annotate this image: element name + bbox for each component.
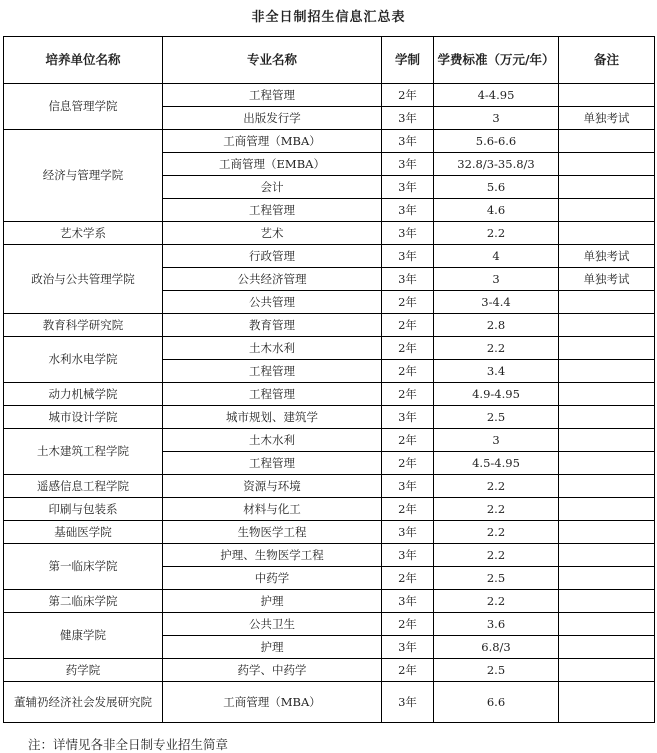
years-cell: 3年 — [382, 153, 434, 176]
major-cell: 土木水利 — [163, 429, 382, 452]
remark-cell — [559, 429, 655, 452]
unit-cell: 水利水电学院 — [4, 337, 163, 383]
table-row — [4, 682, 655, 723]
table-row — [4, 521, 655, 544]
major-cell: 工程管理 — [163, 84, 382, 107]
major-cell: 药学、中药学 — [163, 659, 382, 682]
unit-cell: 董辅礽经济社会发展研究院 — [4, 682, 163, 723]
remark-cell — [559, 383, 655, 406]
remark-cell — [559, 199, 655, 222]
years-cell: 2年 — [382, 360, 434, 383]
major-cell: 护理 — [163, 590, 382, 613]
table-row — [4, 84, 655, 107]
major-cell: 工商管理（MBA） — [163, 130, 382, 153]
table-row — [4, 406, 655, 429]
table-row — [4, 429, 655, 452]
fee-cell: 4-4.95 — [434, 84, 559, 107]
fee-cell: 2.2 — [434, 337, 559, 360]
fee-cell: 6.6 — [434, 682, 559, 723]
years-cell: 3年 — [382, 682, 434, 723]
years-cell: 2年 — [382, 498, 434, 521]
fee-cell: 4 — [434, 245, 559, 268]
remark-cell — [559, 475, 655, 498]
fee-cell: 3.6 — [434, 613, 559, 636]
unit-cell: 遥感信息工程学院 — [4, 475, 163, 498]
table-row — [4, 613, 655, 636]
unit-cell: 第一临床学院 — [4, 544, 163, 590]
fee-cell: 2.5 — [434, 659, 559, 682]
table-row — [4, 130, 655, 153]
years-cell: 3年 — [382, 222, 434, 245]
years-cell: 3年 — [382, 636, 434, 659]
header-unit: 培养单位名称 — [4, 37, 163, 84]
unit-cell: 教育科学研究院 — [4, 314, 163, 337]
table-row — [4, 222, 655, 245]
remark-cell — [559, 590, 655, 613]
unit-cell: 艺术学系 — [4, 222, 163, 245]
fee-cell: 2.2 — [434, 222, 559, 245]
years-cell: 2年 — [382, 613, 434, 636]
table-row — [4, 475, 655, 498]
fee-cell: 2.5 — [434, 567, 559, 590]
major-cell: 工程管理 — [163, 199, 382, 222]
table-header-row — [4, 37, 655, 84]
remark-cell — [559, 544, 655, 567]
remark-cell — [559, 636, 655, 659]
remark-cell: 单独考试 — [559, 268, 655, 291]
fee-cell: 2.2 — [434, 498, 559, 521]
table-row — [4, 245, 655, 268]
major-cell: 公共经济管理 — [163, 268, 382, 291]
fee-cell: 3 — [434, 429, 559, 452]
header-years: 学制 — [382, 37, 434, 84]
major-cell: 中药学 — [163, 567, 382, 590]
fee-cell: 4.6 — [434, 199, 559, 222]
years-cell: 3年 — [382, 130, 434, 153]
major-cell: 公共卫生 — [163, 613, 382, 636]
years-cell: 3年 — [382, 176, 434, 199]
unit-cell: 土木建筑工程学院 — [4, 429, 163, 475]
major-cell: 教育管理 — [163, 314, 382, 337]
fee-cell: 4.5-4.95 — [434, 452, 559, 475]
years-cell: 2年 — [382, 429, 434, 452]
header-major: 专业名称 — [163, 37, 382, 84]
years-cell: 2年 — [382, 383, 434, 406]
years-cell: 3年 — [382, 590, 434, 613]
years-cell: 3年 — [382, 475, 434, 498]
major-cell: 工程管理 — [163, 452, 382, 475]
major-cell: 会计 — [163, 176, 382, 199]
table-row — [4, 498, 655, 521]
remark-cell — [559, 153, 655, 176]
header-remark: 备注 — [559, 37, 655, 84]
unit-cell: 城市设计学院 — [4, 406, 163, 429]
unit-cell: 信息管理学院 — [4, 84, 163, 130]
remark-cell — [559, 567, 655, 590]
major-cell: 护理 — [163, 636, 382, 659]
major-cell: 生物医学工程 — [163, 521, 382, 544]
years-cell: 3年 — [382, 107, 434, 130]
major-cell: 艺术 — [163, 222, 382, 245]
remark-cell — [559, 222, 655, 245]
remark-cell: 单独考试 — [559, 107, 655, 130]
years-cell: 3年 — [382, 544, 434, 567]
remark-cell — [559, 291, 655, 314]
remark-cell — [559, 521, 655, 544]
years-cell: 2年 — [382, 567, 434, 590]
major-cell: 工商管理（EMBA） — [163, 153, 382, 176]
unit-cell: 基础医学院 — [4, 521, 163, 544]
fee-cell: 5.6 — [434, 176, 559, 199]
remark-cell — [559, 406, 655, 429]
major-cell: 公共管理 — [163, 291, 382, 314]
table-row — [4, 590, 655, 613]
major-cell: 护理、生物医学工程 — [163, 544, 382, 567]
fee-cell: 2.2 — [434, 544, 559, 567]
remark-cell — [559, 130, 655, 153]
footnote: 注：详情见各非全日制专业招生简章 — [28, 737, 229, 752]
years-cell: 3年 — [382, 406, 434, 429]
unit-cell: 药学院 — [4, 659, 163, 682]
table-row — [4, 659, 655, 682]
major-cell: 出版发行学 — [163, 107, 382, 130]
unit-cell: 印刷与包装系 — [4, 498, 163, 521]
years-cell: 3年 — [382, 268, 434, 291]
remark-cell — [559, 314, 655, 337]
fee-cell: 3-4.4 — [434, 291, 559, 314]
major-cell: 材料与化工 — [163, 498, 382, 521]
remark-cell — [559, 360, 655, 383]
years-cell: 2年 — [382, 291, 434, 314]
enrollment-table — [3, 36, 655, 723]
major-cell: 资源与环境 — [163, 475, 382, 498]
major-cell: 工程管理 — [163, 360, 382, 383]
fee-cell: 2.8 — [434, 314, 559, 337]
remark-cell — [559, 682, 655, 723]
fee-cell: 2.2 — [434, 590, 559, 613]
fee-cell: 2.2 — [434, 475, 559, 498]
unit-cell: 经济与管理学院 — [4, 130, 163, 222]
remark-cell — [559, 176, 655, 199]
remark-cell — [559, 84, 655, 107]
years-cell: 2年 — [382, 452, 434, 475]
remark-cell — [559, 452, 655, 475]
fee-cell: 4.9-4.95 — [434, 383, 559, 406]
major-cell: 行政管理 — [163, 245, 382, 268]
years-cell: 3年 — [382, 199, 434, 222]
years-cell: 2年 — [382, 337, 434, 360]
major-cell: 工商管理（MBA） — [163, 682, 382, 723]
fee-cell: 3 — [434, 107, 559, 130]
fee-cell: 32.8/3-35.8/3 — [434, 153, 559, 176]
table-row — [4, 383, 655, 406]
years-cell: 2年 — [382, 659, 434, 682]
fee-cell: 2.5 — [434, 406, 559, 429]
unit-cell: 健康学院 — [4, 613, 163, 659]
unit-cell: 动力机械学院 — [4, 383, 163, 406]
table-row — [4, 314, 655, 337]
remark-cell — [559, 613, 655, 636]
table-row — [4, 337, 655, 360]
fee-cell: 6.8/3 — [434, 636, 559, 659]
major-cell: 城市规划、建筑学 — [163, 406, 382, 429]
years-cell: 2年 — [382, 84, 434, 107]
header-fee: 学费标准（万元/年） — [434, 37, 559, 84]
major-cell: 工程管理 — [163, 383, 382, 406]
unit-cell: 政治与公共管理学院 — [4, 245, 163, 314]
unit-cell: 第二临床学院 — [4, 590, 163, 613]
remark-cell — [559, 498, 655, 521]
page-title: 非全日制招生信息汇总表 — [251, 10, 406, 25]
remark-cell — [559, 659, 655, 682]
table-row — [4, 544, 655, 567]
years-cell: 2年 — [382, 314, 434, 337]
fee-cell: 3.4 — [434, 360, 559, 383]
major-cell: 土木水利 — [163, 337, 382, 360]
years-cell: 3年 — [382, 521, 434, 544]
table-body — [4, 84, 655, 723]
remark-cell: 单独考试 — [559, 245, 655, 268]
years-cell: 3年 — [382, 245, 434, 268]
fee-cell: 2.2 — [434, 521, 559, 544]
fee-cell: 5.6-6.6 — [434, 130, 559, 153]
fee-cell: 3 — [434, 268, 559, 291]
remark-cell — [559, 337, 655, 360]
